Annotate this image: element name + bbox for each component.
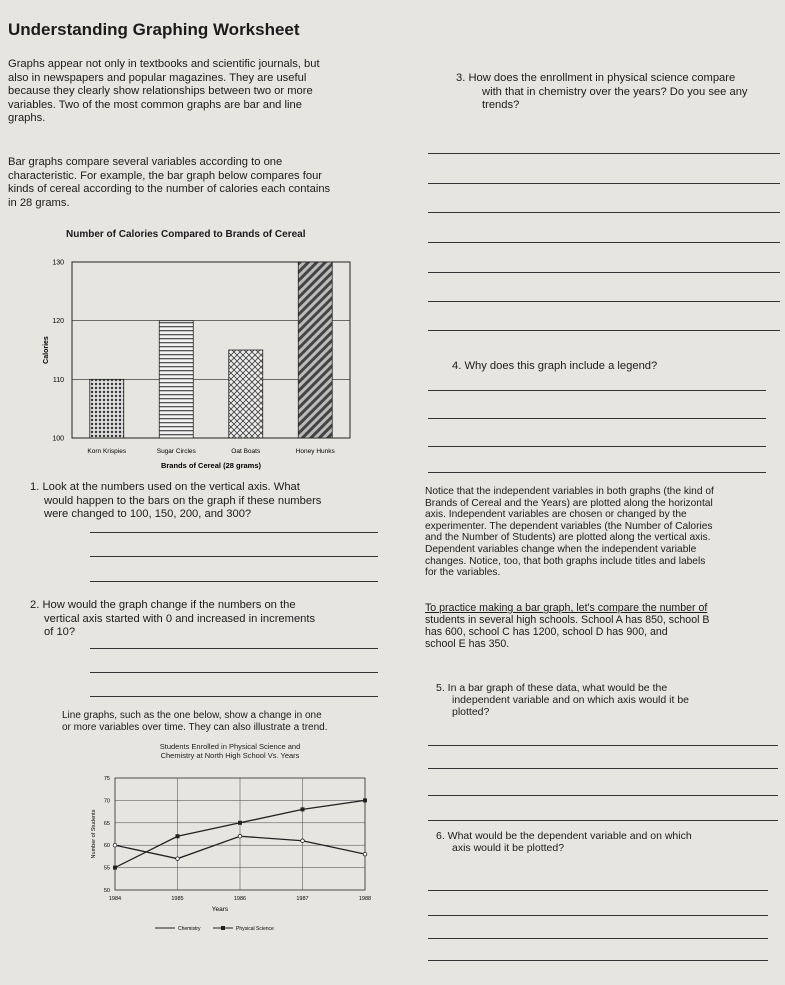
question-5-line: 5. In a bar graph of these data, what would be the	[436, 682, 668, 694]
bar-intro-line: kinds of cereal according to the number of calories each contains	[8, 183, 331, 195]
answer-line[interactable]	[428, 820, 778, 821]
answer-line[interactable]	[428, 301, 780, 302]
y-tick-label: 75	[103, 776, 110, 782]
x-tick-label: 1988	[358, 896, 372, 902]
x-tick-label: Oat Boats	[231, 448, 261, 455]
question-2-line: of 10?	[44, 626, 76, 638]
x-tick-label: Honey Hunks	[295, 448, 335, 455]
y-tick-label: 65	[103, 820, 110, 827]
question-3-line: 3. How does the enrollment in physical science compare	[456, 72, 736, 84]
bar	[90, 379, 124, 438]
bar	[159, 321, 193, 438]
answer-line[interactable]	[90, 648, 378, 649]
question-1-line: were changed to 100, 150, 200, and 300?	[44, 508, 252, 520]
notice-line: experimenter. The dependent variables (the Number of Calories	[425, 520, 713, 532]
line-chart-title	[130, 742, 330, 760]
answer-line[interactable]	[428, 960, 768, 961]
answer-line[interactable]	[428, 768, 778, 769]
x-tick-label: 1984	[108, 896, 122, 902]
notice-line: axis. Independent variables are chosen or changed by the	[425, 509, 687, 521]
question-1-line: would happen to the bars on the graph if these numbers	[44, 494, 322, 507]
bar-intro-line: characteristic. For example, the bar graph below compares four	[8, 169, 323, 182]
notice-line: and the Number of Students) are plotted along the vertical axis.	[425, 532, 711, 544]
x-axis-label: Years	[211, 906, 229, 913]
worksheet-title: Understanding Graphing Worksheet	[8, 20, 300, 39]
answer-line[interactable]	[90, 672, 378, 673]
question-6	[436, 830, 776, 854]
bar-intro-paragraph	[8, 156, 428, 210]
answer-line[interactable]	[428, 242, 780, 243]
practice-line: To practice making a bar graph, let's compare the number of	[425, 602, 708, 614]
x-tick-label: 1986	[233, 896, 247, 902]
intro-line: also in newspapers and popular magazines. They are useful	[8, 71, 307, 84]
notice-paragraph	[425, 486, 785, 579]
answer-line[interactable]	[428, 446, 766, 447]
notice-line: Brands of Cereal and the Years) are plotted along the horizontal	[425, 497, 713, 509]
answer-line[interactable]	[428, 390, 766, 391]
question-3	[456, 72, 785, 113]
y-tick-label: 130	[52, 259, 64, 267]
legend-marker	[221, 926, 225, 930]
data-point	[113, 866, 117, 870]
data-point	[113, 843, 117, 847]
y-tick-label: 120	[52, 318, 64, 326]
data-point	[176, 857, 180, 861]
intro-line: graphs.	[8, 112, 46, 124]
question-2-line: 2. How would the graph change if the numbers on the	[30, 599, 296, 611]
answer-line[interactable]	[428, 472, 766, 473]
y-tick-label: 110	[52, 376, 64, 384]
answer-line[interactable]	[428, 890, 768, 891]
question-1-line: 1. Look at the numbers used on the vertical axis. What	[30, 481, 300, 493]
answer-line[interactable]	[90, 532, 378, 533]
y-tick-label: 60	[103, 843, 110, 850]
bar	[298, 262, 332, 438]
y-tick-label: 70	[103, 798, 110, 805]
question-2	[30, 599, 380, 640]
answer-line[interactable]	[428, 272, 780, 273]
answer-line[interactable]	[428, 418, 766, 419]
bar-chart	[30, 250, 370, 475]
answer-line[interactable]	[428, 183, 780, 184]
question-6-line: axis would it be plotted?	[452, 842, 565, 854]
x-tick-label: Sugar Circles	[156, 448, 196, 455]
answer-line[interactable]	[90, 556, 378, 557]
intro-paragraph	[8, 58, 428, 126]
practice-line: students in several high schools. School A has 850, school B	[425, 614, 710, 626]
answer-line[interactable]	[90, 696, 378, 697]
notice-line: changes. Notice, too, that both graphs include titles and labels	[425, 555, 706, 567]
practice-line: has 600, school C has 1200, school D has 900, and	[425, 626, 668, 638]
bar-intro-line: Bar graphs compare several variables according to one	[8, 156, 283, 168]
data-point	[301, 839, 305, 843]
x-tick-label: 1985	[171, 896, 184, 902]
y-axis-label: Calories	[43, 336, 50, 364]
data-point	[363, 852, 367, 856]
question-5	[436, 682, 776, 718]
answer-line[interactable]	[428, 915, 768, 916]
y-tick-label: 55	[103, 865, 110, 872]
question-5-line: independent variable and on which axis would it be	[452, 694, 689, 706]
question-1	[30, 481, 380, 522]
data-point	[176, 834, 180, 838]
intro-line: because they clearly show relationships between two or more	[8, 85, 313, 97]
line-chart-title-line: Students Enrolled in Physical Science and	[159, 742, 301, 751]
answer-line[interactable]	[428, 153, 780, 154]
notice-line: Dependent variables change when the independent variable	[425, 543, 697, 555]
practice-line: school E has 350.	[425, 638, 510, 650]
answer-line[interactable]	[428, 212, 780, 213]
question-3-line: trends?	[482, 99, 520, 111]
answer-line[interactable]	[428, 938, 768, 939]
question-5-line: plotted?	[452, 706, 490, 718]
legend-label: Physical Science	[236, 926, 274, 932]
line-chart	[85, 770, 385, 945]
line-intro-line: Line graphs, such as the one below, show a change in one	[62, 710, 322, 721]
data-point	[238, 834, 242, 838]
legend-label: Chemistry	[178, 926, 201, 932]
line-intro	[62, 710, 382, 734]
answer-line[interactable]	[90, 581, 378, 582]
intro-line: Graphs appear not only in textbooks and scientific journals, but	[8, 58, 320, 70]
y-tick-label: 100	[52, 435, 64, 443]
notice-line: for the variables.	[425, 567, 501, 579]
x-tick-label: 1987	[296, 896, 309, 902]
question-3-line: with that in chemistry over the years? Do you see any	[482, 85, 748, 98]
practice-paragraph	[425, 602, 785, 650]
intro-line: variables. Two of the most common graphs are bar and line	[8, 98, 302, 111]
x-axis-label: Brands of Cereal (28 grams)	[160, 461, 262, 470]
question-2-line: vertical axis started with 0 and increased in increments	[44, 612, 316, 625]
data-point	[301, 807, 305, 811]
data-point	[238, 821, 242, 825]
question-6-line: 6. What would be the dependent variable and on which	[436, 830, 692, 842]
bar-intro-line: in 28 grams.	[8, 196, 70, 209]
line-chart-title-line: Chemistry at North High School Vs. Years	[160, 751, 300, 760]
answer-line[interactable]	[428, 745, 778, 746]
answer-line[interactable]	[428, 795, 778, 796]
bar-chart-title: Number of Calories Compared to Brands of Cereal	[66, 229, 306, 240]
y-axis-label: Number of Students	[91, 809, 97, 859]
y-tick-label: 50	[103, 888, 110, 894]
bar	[229, 350, 263, 438]
data-point	[363, 798, 367, 802]
answer-line[interactable]	[428, 330, 780, 331]
x-tick-label: Korn Krispies	[87, 448, 127, 455]
notice-line: Notice that the independent variables in both graphs (the kind of	[425, 486, 714, 497]
question-4: 4. Why does this graph include a legend?	[452, 360, 658, 372]
line-intro-line: or more variables over time. They can also illustrate a trend.	[62, 722, 328, 733]
